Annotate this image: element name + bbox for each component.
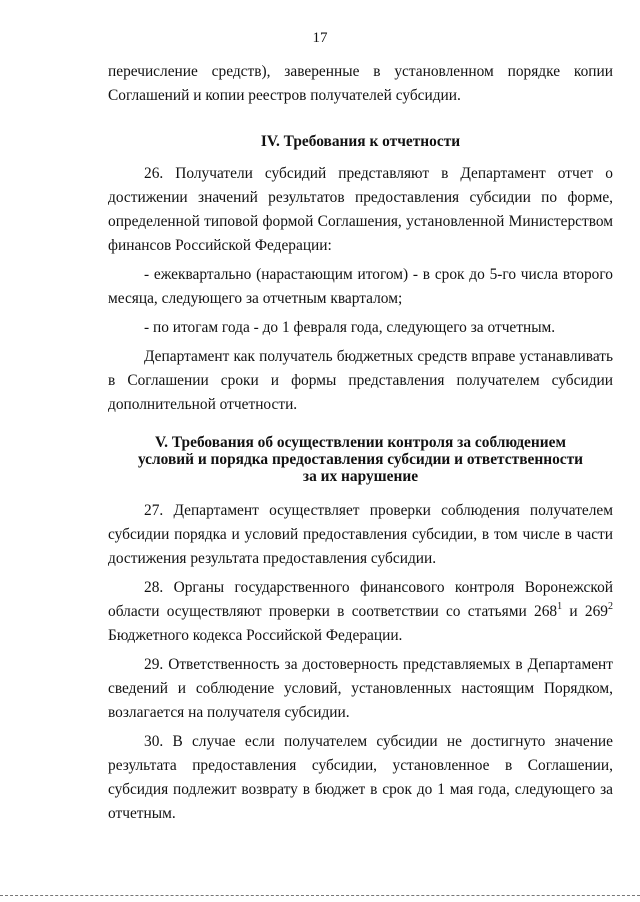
paragraph-department: Департамент как получатель бюджетных средств вправе устанавливать в Соглашении сроки и формы представления получателем субсидии дополнительной отчетности. [108, 348, 613, 413]
page-number: 17 [312, 30, 328, 46]
superscript-1: 1 [557, 600, 563, 612]
paragraph-28 [108, 576, 613, 648]
document-body [108, 60, 613, 826]
page-bottom-divider [0, 895, 640, 897]
paragraph-28-text-c: Бюджетного кодекса Российской Федерации. [108, 627, 403, 644]
paragraph-28-text-b: и 269 [562, 603, 608, 620]
section-5-title-line-2: условий и порядка предоставления субсидии и ответственности [137, 451, 584, 468]
section-5-title-line-1: V. Требования об осуществлении контроля за соблюдением [155, 434, 566, 451]
intro-line-2: Соглашений и копии реестров получателей субсидии. [108, 87, 461, 104]
list-item-quarterly: - ежеквартально (нарастающим итогом) - в срок до 5-го числа второго месяца, следующего за отчетным кварталом; [108, 266, 613, 307]
list-item-annual: - по итогам года - до 1 февраля года, следующего за отчетным. [144, 319, 556, 336]
superscript-2: 2 [607, 600, 613, 612]
section-5-title-line-3: за их нарушение [302, 468, 419, 485]
paragraph-30: 30. В случае если получателем субсидии не достигнуто значение результата предоставления субсидии, установленное в Соглашении, субсидия подлежит возврату в бюджет в срок до 1 мая года, следующего за отчетным. [108, 733, 613, 822]
section-5-title [108, 434, 613, 485]
paragraph-27: 27. Департамент осуществляет проверки соблюдения получателем субсидии порядка и условий предоставления субсидии, в том числе в части достижения результата предоставления субсидии. [108, 502, 613, 567]
paragraph-26: 26. Получатели субсидий представляют в Департамент отчет о достижении значений результатов предоставления субсидии по форме, определенной типовой формой Соглашения, установленной Министерством финансов Российской Федерации: [108, 165, 613, 254]
intro-line-1: перечисление средств), заверенные в установленном порядке копии [108, 63, 613, 80]
paragraph-28-text-a: 28. Органы государственного финансового контроля Воронежской области осуществляют проверки в соответствии со статьями 268 [108, 579, 613, 620]
section-4-title: IV. Требования к отчетности [260, 133, 461, 150]
paragraph-29: 29. Ответственность за достоверность представляемых в Департамент сведений и соблюдение условий, установленных настоящим Порядком, возлагается на получателя субсидии. [108, 656, 613, 721]
